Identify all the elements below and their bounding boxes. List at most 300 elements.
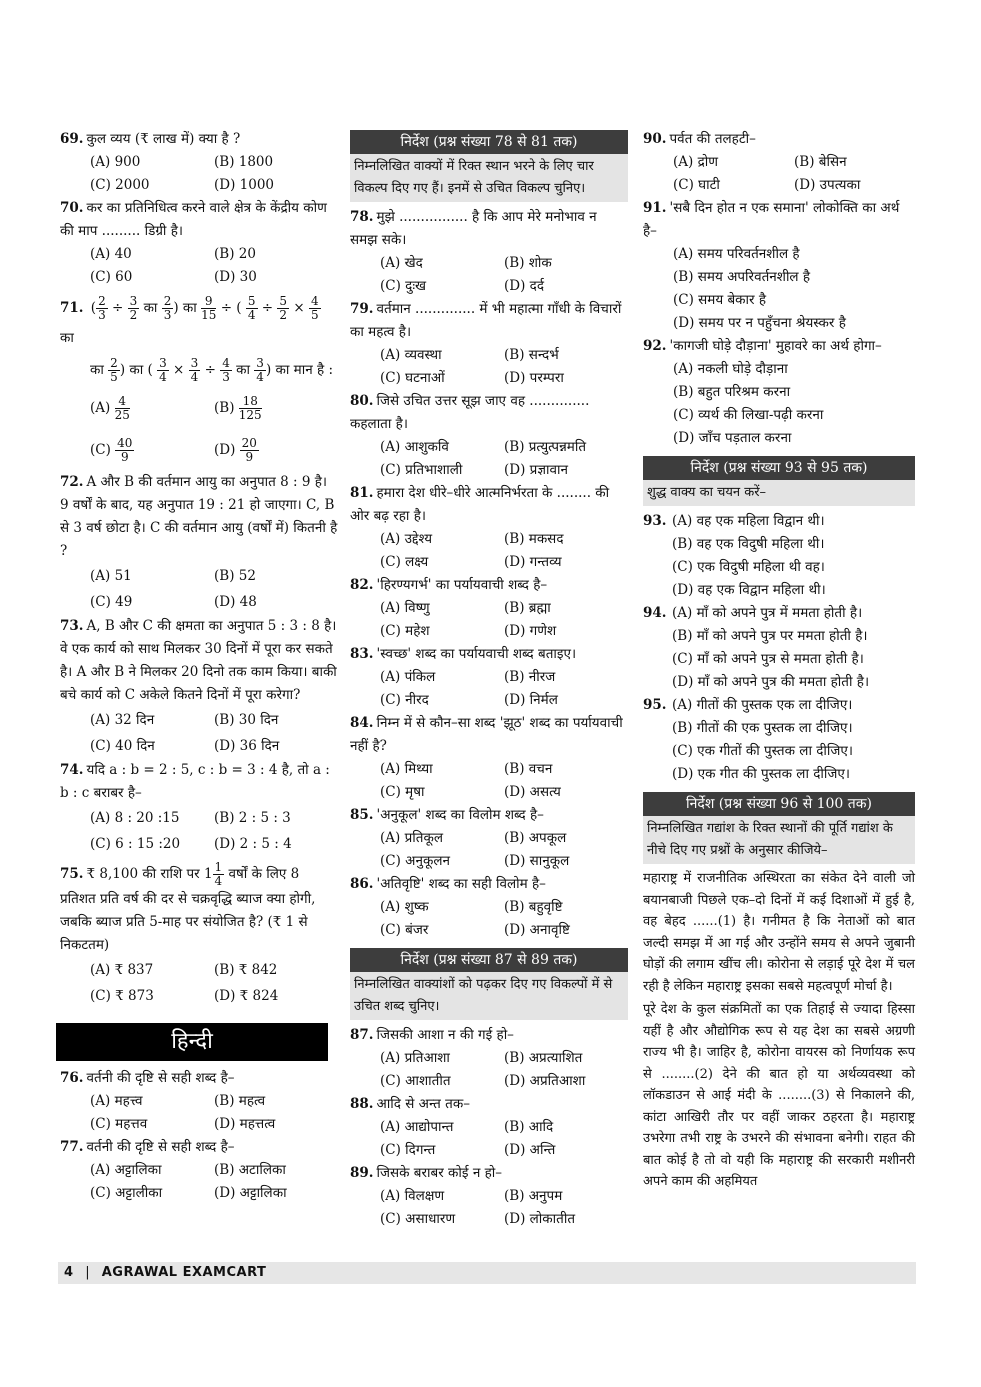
option-c: (C) महेश [380,623,430,639]
option-label: (D) [214,442,236,458]
passage-paragraph: महाराष्ट्र में राजनीतिक अस्थिरता का संकेत देने वाली जो बयानबाजी पिछले एक–दो दिनों में कई दिशाओं में हुई है, वह बेहद ......(1) है। गनीमत है कि नेताओं को बात जल्दी समझ में आ गई और उन्होंने समय से अपने जुबानी घोड़ों की लगाम खींच ली। कोरोना से लड़ाई पूरे देश में चल रही है लेकिन महाराष्ट्र इसका सबसे महत्वपूर्ण मोर्चा है। [643,871,915,994]
operator: × [293,300,305,316]
denominator: 15 [201,308,217,322]
fraction [157,357,169,384]
option-c: (C) दुःख [380,278,427,294]
question-83 [350,643,628,666]
option-d: (D) 1000 [214,177,275,193]
numerator: 3 [159,356,167,370]
option-d: (D) प्रज्ञावान [504,462,568,478]
options-85 [350,827,628,873]
option-a: (A) प्रतिआशा [380,1050,450,1066]
question-number: 75. [60,866,84,882]
option-c: (C) एक गीतों की पुस्तक ला दीजिए। [672,743,853,759]
denominator: 25 [114,408,130,422]
question-89 [350,1162,628,1185]
option-b: (B) 1800 [214,154,274,170]
question-text: यदि a : b = 2 : 5, c : b = 3 : 4 है, तो a : b : c बराबर है– [60,762,330,801]
question-70 [60,197,338,243]
question-number: 72. [60,474,84,490]
option-c: (C) दिगन्त [380,1142,436,1158]
question-75 [60,861,338,957]
option-c: (C) महत्तव [90,1116,148,1132]
option-b: (B) शोक [504,255,552,271]
option-d: (D) अनावृष्टि [504,922,570,938]
option-b: (B) ब्रह्मा [504,600,551,616]
numerator: 3 [190,356,199,370]
numerator: 5 [279,294,288,308]
option-a: (A) अट्टालिका [90,1162,162,1178]
question-number: 71. [60,300,84,316]
option-a: (A) 32 दिन [90,712,155,728]
section-heading-hindi: हिन्दी [56,1023,328,1061]
question-number: 93. [643,513,667,529]
numerator: 9 [201,295,216,309]
options-80 [350,436,628,482]
question-82 [350,574,628,597]
fraction [239,395,262,422]
fraction [240,437,259,464]
option-d: (D) गणेश [504,623,557,639]
numerator: 4 [310,294,319,308]
option-b: (B) वह एक विदुषी महिला थी। [672,536,825,552]
option-d: (D) 36 दिन [214,738,280,754]
option-a: (A) महत्त्व [90,1093,143,1109]
options-91 [643,243,915,335]
question-number: 69. [60,131,84,147]
fraction [254,357,266,384]
option-a: (A) 40 [90,246,132,262]
option-a: (A) शुष्क [380,899,429,915]
option-b: (B) बहुत परिश्रम करना [673,384,791,400]
option-b: (B) 52 [214,568,256,584]
option-a: (A) वह एक महिला विद्वान थी। [672,513,825,529]
option-c: (C) लक्ष्य [380,554,429,570]
option-d: (D) माँ को अपने पुत्र की ममता होती है। [672,674,870,690]
options-89 [350,1185,628,1231]
option-c: (C) समय बेकार है [673,292,767,308]
word: ) का [173,300,197,316]
numerator: 2 [110,356,118,370]
option-d: (D) असत्य [504,784,561,800]
question-text: जिसे उचित उत्तर सूझ जाए वह .............. कहलाता है। [350,393,590,432]
fraction [309,295,321,322]
question-text: निम्न में से कौन–सा शब्द 'झूठ' शब्द का पर्यायवाची नहीं है? [350,715,623,754]
numerator: 18 [239,395,262,409]
option-b: (B) अप्रत्याशित [504,1050,583,1066]
fraction [128,295,140,322]
denominator: 4 [247,308,256,322]
fraction [201,295,216,322]
column-2 [350,128,628,1231]
directions-text: शुद्ध वाक्य का चयन करें– [643,480,915,506]
question-number: 74. [60,762,84,778]
fraction [220,357,232,384]
question-71 [60,293,338,353]
question-79 [350,298,628,344]
question-90 [643,128,915,151]
option-a: (A) ₹ 837 [90,962,154,978]
option-c: (C) बंजर [380,922,429,938]
options-77 [60,1159,338,1205]
option-c: (C) अट्टालीका [90,1185,163,1201]
question-number: 83. [350,646,374,662]
option-label: (B) [214,400,235,416]
word: ) का मान है : [265,362,334,378]
option-b: (B) अपकूल [504,830,567,846]
question-text: A और B की वर्तमान आयु का अनुपात 8 : 9 है। 9 वर्षों के बाद, यह अनुपात 19 : 21 हो जाएगा। C, B से 3 वर्ष छोटा है। C की वर्तमान आयु (वर्षों में) कितनी है ? [60,474,338,559]
question-text: कर का प्रतिनिधित्व करने वाले क्षेत्र के केंद्रीय कोण की माप ......... डिग्री है। [60,200,327,239]
option-c [90,429,214,471]
question-85 [350,804,628,827]
question-number: 77. [60,1139,84,1155]
options-79 [350,344,628,390]
question-number: 76. [60,1070,84,1086]
option-d: (D) 2 : 5 : 4 [214,836,292,852]
question-number: 86. [350,876,374,892]
numerator: 20 [241,436,257,450]
numerator: 4 [222,356,230,370]
option-b: (B) प्रत्युत्पन्नमति [504,439,587,455]
options-74 [60,805,338,857]
option-a: (A) प्रतिकूल [380,830,443,846]
directions-text: निम्नलिखित वाक्यांशों को पढ़कर दिए गए विकल्पों में से उचित शब्द चुनिए। [350,972,628,1020]
option-label: (A) [90,400,111,416]
question-77 [60,1136,338,1159]
question-71-line2 [60,353,338,387]
directions-banner: निर्देश (प्रश्न संख्या 78 से 81 तक) [350,130,628,154]
question-text: मुझे ................ है कि आप मेरे मनोभाव न समझ सके। [350,209,597,248]
option-b: (B) बहुवृष्टि [504,899,563,915]
option-d: (D) एक गीत की पुस्तक ला दीजिए। [672,766,850,782]
question-text: पर्वत की तलहटी– [669,131,756,147]
option-label: (C) [90,442,111,458]
passage-paragraph: पूरे देश के कुल संक्रमितों का एक तिहाई से ज्यादा हिस्सा यहीं है और औद्योगिक रूप से यह देश का सबसे अग्रणी राज्य भी है। जाहिर है, कोरोना वायरस को निर्णायक रूप से ........(2) देने की बात हो या अर्थव्यवस्था को लॉकडाउन से आई मंदी के ........(3) से निकालने की, कांटा आखिरी तौर पर वहीं जाकर ठहरता है। महाराष्ट्र उभरेगा तभी राष्ट्र के उभरने की संभावना बनेगी। राहत की बात कोई है तो वो यही कि महाराष्ट्र की सरकारी मशीनरी अपने काम की अहमियत [643,1002,915,1189]
question-number: 78. [350,209,374,225]
options-71 [60,387,338,471]
options-73 [60,707,338,759]
question-text: 'अनुकूल' शब्द का विलोम शब्द है– [376,807,544,823]
numerator: 5 [247,294,256,308]
fraction [277,295,289,322]
option-c: (C) मृषा [380,784,425,800]
question-number: 94. [643,605,667,621]
numerator: 1 [214,860,223,874]
option-d: (D) 30 [214,269,257,285]
option-b: (B) अनुपम [504,1188,563,1204]
question-91 [643,197,915,243]
option-b: (B) समय अपरिवर्तनशील है [673,269,811,285]
options-78 [350,252,628,298]
option-d: (D) ₹ 824 [214,988,279,1004]
option-a: (A) मिथ्या [380,761,433,777]
question-95 [643,694,915,786]
options-87 [350,1047,628,1093]
option-b: (B) अटालिका [214,1162,286,1178]
column-1 [60,128,338,1205]
directions-banner: निर्देश (प्रश्न संख्या 96 से 100 तक) [643,792,915,816]
operator: ÷ ( [220,300,242,316]
question-text: जिसकी आशा न की गई हो– [376,1027,514,1043]
option-b: (B) 20 [214,246,256,262]
question-73 [60,615,338,707]
options-88 [350,1116,628,1162]
fraction [96,295,108,322]
question-number: 89. [350,1165,374,1181]
option-a: (A) व्यवस्था [380,347,442,363]
denominator: 3 [222,370,230,384]
option-b: (B) माँ को अपने पुत्र पर ममता होती है। [672,628,868,644]
option-b: (B) बेसिन [794,154,847,170]
numerator: 2 [98,294,106,308]
denominator: 3 [98,308,106,322]
option-b: (B) ₹ 842 [214,962,278,978]
option-b: (B) सन्दर्भ [504,347,559,363]
option-d: (D) 48 [214,594,257,610]
option-a: (A) माँ को अपने पुत्र में ममता होती है। [672,605,863,621]
option-b: (B) वचन [504,761,553,777]
option-c: (C) घाटी [673,177,720,193]
question-84 [350,712,628,758]
question-text: जिसके बराबर कोई न हो– [376,1165,503,1181]
question-86 [350,873,628,896]
options-75 [60,957,338,1009]
operator: ÷ [261,300,274,316]
options-69 [60,151,338,197]
directions-banner: निर्देश (प्रश्न संख्या 87 से 89 तक) [350,948,628,972]
question-text: A, B और C की क्षमता का अनुपात 5 : 3 : 8 है। वे एक कार्य को साथ मिलकर 30 दिनों में पूरा कर सकते है। A और B ने मिलकर 20 दिनो तक काम किया। बाकी बचे कार्य को C अकेले कितने दिनों में पूरा करेगा? [60,618,337,703]
question-93 [643,510,915,602]
publisher-brand: AGRAWAL EXAMCART [101,1265,267,1280]
options-86 [350,896,628,942]
option-d: (D) लोकातीत [504,1211,576,1227]
option-c: (C) अनुकूलन [380,853,450,869]
options-93 [672,510,826,602]
question-number: 85. [350,807,374,823]
operator: ÷ [112,300,124,316]
question-number: 95. [643,697,667,713]
option-d: (D) गन्तव्य [504,554,562,570]
question-69 [60,128,338,151]
option-d: (D) सानुकूल [504,853,570,869]
options-92 [643,358,915,450]
question-number: 90. [643,131,667,147]
question-text: वर्षों के लिए 8 प्रतिशत प्रति वर्ष की दर से चक्रवृद्धि ब्याज क्या होगी, जबकि ब्याज प्रति 5-माह पर संयोजित है? (₹ 1 से निकटतम) [60,866,316,953]
option-a [90,387,214,429]
denominator: 4 [159,370,167,384]
question-number: 92. [643,338,667,354]
word: का [60,330,74,346]
option-a: (A) 51 [90,568,132,584]
option-c: (C) ₹ 873 [90,988,154,1004]
fraction [213,861,225,888]
option-d: (D) महत्तत्व [214,1116,276,1132]
question-text: कुल व्यय (₹ लाख में) क्या है ? [86,131,241,147]
question-number: 87. [350,1027,374,1043]
denominator: 4 [214,874,223,888]
question-88 [350,1093,628,1116]
question-81 [350,482,628,528]
directions-banner: निर्देश (प्रश्न संख्या 93 से 95 तक) [643,456,915,480]
question-number: 80. [350,393,374,409]
option-c: (C) 40 दिन [90,738,155,754]
option-a: (A) विलक्षण [380,1188,445,1204]
option-c: (C) नीरद [380,692,429,708]
question-number: 84. [350,715,374,731]
question-74 [60,759,338,805]
word: का [143,300,158,316]
fraction [108,357,120,384]
option-a: (A) आद्योपान्त [380,1119,454,1135]
question-text: 'अतिवृष्टि' शब्द का सही विलोम है– [376,876,546,892]
option-b: (B) मकसद [504,531,564,547]
question-text: 'कागजी घोड़े दौड़ाना' मुहावरे का अर्थ होगा– [669,338,882,354]
options-82 [350,597,628,643]
option-d: (D) अन्ति [504,1142,556,1158]
passage [643,868,915,1193]
options-83 [350,666,628,712]
denominator: 5 [110,370,118,384]
numerator: 3 [129,294,138,308]
option-d: (D) समय पर न पहुँचना श्रेयस्कर है [673,315,846,331]
option-d: (D) दर्द [504,278,544,294]
option-c: (C) एक विदुषी महिला थी वह। [672,559,825,575]
question-text: आदि से अन्त तक– [376,1096,470,1112]
column-3 [643,128,915,1195]
directions-text: निम्नलिखित गद्यांश के रिक्त स्थानों की पूर्ति गद्यांश के नीचे दिए गए प्रश्नों के अनुसार कीजिये– [643,816,915,864]
question-94 [643,602,915,694]
options-95 [672,694,853,786]
options-94 [672,602,869,694]
question-number: 81. [350,485,374,501]
option-a: (A) द्रोण [673,154,718,170]
options-90 [643,151,915,197]
question-number: 91. [643,200,667,216]
word: ) का ( [119,362,153,378]
question-text: 'स्वच्छ' शब्द का पर्यायवाची शब्द बताइए। [376,646,577,662]
page-number: 4 [64,1265,74,1280]
question-text: वर्तनी की दृष्टि से सही शब्द है– [86,1070,235,1086]
question-text: वर्तमान .............. में भी महात्मा गाँधी के विचारों का महत्व है। [350,301,622,340]
question-number: 82. [350,577,374,593]
options-70 [60,243,338,289]
option-a: (A) 8 : 20 :15 [90,810,180,826]
option-b: (B) आदि [504,1119,554,1135]
option-c: (C) 49 [90,594,133,610]
denominator: 4 [256,370,264,384]
option-a: (A) गीतों की पुस्तक एक ला दीजिए। [672,697,853,713]
question-72 [60,471,338,563]
numerator: 3 [256,356,264,370]
option-a: (A) 900 [90,154,141,170]
fraction [115,437,134,464]
question-text: 'सबै दिन होत न एक समाना' लोकोक्ति का अर्थ है– [643,200,900,239]
question-text: वर्तनी की दृष्टि से सही शब्द है– [86,1139,235,1155]
denominator: 9 [245,450,254,464]
option-c: (C) प्रतिभाशाली [380,462,463,478]
option-c: (C) असाधारण [380,1211,456,1227]
option-b: (B) गीतों की एक पुस्तक ला दीजिए। [672,720,853,736]
option-b: (B) 30 दिन [214,712,279,728]
option-d: (D) उपत्यका [794,177,861,193]
question-text: हमारा देश धीरे–धीरे आत्मनिर्भरता के ........ की ओर बढ़ रहा है। [350,485,610,524]
option-c: (C) 6 : 15 :20 [90,836,181,852]
option-a: (A) विष्णु [380,600,430,616]
options-76 [60,1090,338,1136]
option-a: (A) उद्देश्य [380,531,433,547]
question-80 [350,390,628,436]
option-d: (D) जाँच पड़ताल करना [673,430,792,446]
option-d: (D) अप्रतिआशा [504,1073,586,1089]
option-c: (C) घटनाओं [380,370,445,386]
option-d: (D) परम्परा [504,370,564,386]
option-a: (A) नकली घोड़े दौड़ाना [673,361,788,377]
question-text: 'हिरण्यगर्भ' का पर्यायवाची शब्द है– [376,577,548,593]
option-d: (D) अट्टालिका [214,1185,287,1201]
fraction [115,395,130,422]
directions-text: निम्नलिखित वाक्यों में रिक्त स्थान भरने के लिए चार विकल्प दिए गए हैं। इनमें से उचित विकल्प चुनिए। [350,154,628,202]
question-number: 79. [350,301,374,317]
option-c: (C) 60 [90,269,133,285]
question-number: 73. [60,618,84,634]
option-b: (B) महत्व [214,1093,266,1109]
fraction [246,295,258,322]
fraction [162,295,174,322]
option-c: (C) माँ को अपने पुत्र से ममता होती है। [672,651,864,667]
options-84 [350,758,628,804]
operator: ÷ [204,362,216,378]
denominator: 2 [279,308,288,322]
option-b: (B) नीरज [504,669,556,685]
option-d: (D) वह एक विद्वान महिला थी। [672,582,826,598]
option-b [214,387,338,429]
word: का [236,362,250,378]
numerator: 40 [117,436,133,450]
option-a: (A) पंकिल [380,669,436,685]
option-c: (C) 2000 [90,177,150,193]
numerator: 4 [115,395,130,409]
option-b: (B) 2 : 5 : 3 [214,810,291,826]
footer-separator: | [85,1265,90,1280]
options-81 [350,528,628,574]
question-text: ₹ 8,100 की राशि पर 1 [86,866,213,882]
option-a: (A) खेद [380,255,423,271]
question-78 [350,206,628,252]
option-d: (D) निर्मल [504,692,558,708]
question-76 [60,1067,338,1090]
denominator: 3 [163,308,172,322]
option-a: (A) समय परिवर्तनशील है [673,246,800,262]
paren: ( [90,300,97,316]
denominator: 125 [238,408,262,422]
question-number: 70. [60,200,84,216]
question-number: 88. [350,1096,374,1112]
option-a: (A) आशुकवि [380,439,449,455]
operator: × [173,362,185,378]
option-d [214,429,338,471]
question-92 [643,335,915,358]
numerator: 2 [163,294,172,308]
denominator: 9 [120,450,129,464]
option-c: (C) व्यर्थ की लिखा-पढ़ी करना [673,407,824,423]
options-72 [60,563,338,615]
fraction [189,357,201,384]
denominator: 2 [129,308,138,322]
question-87 [350,1024,628,1047]
denominator: 5 [310,308,319,322]
word: का [90,362,104,378]
denominator: 4 [190,370,199,384]
